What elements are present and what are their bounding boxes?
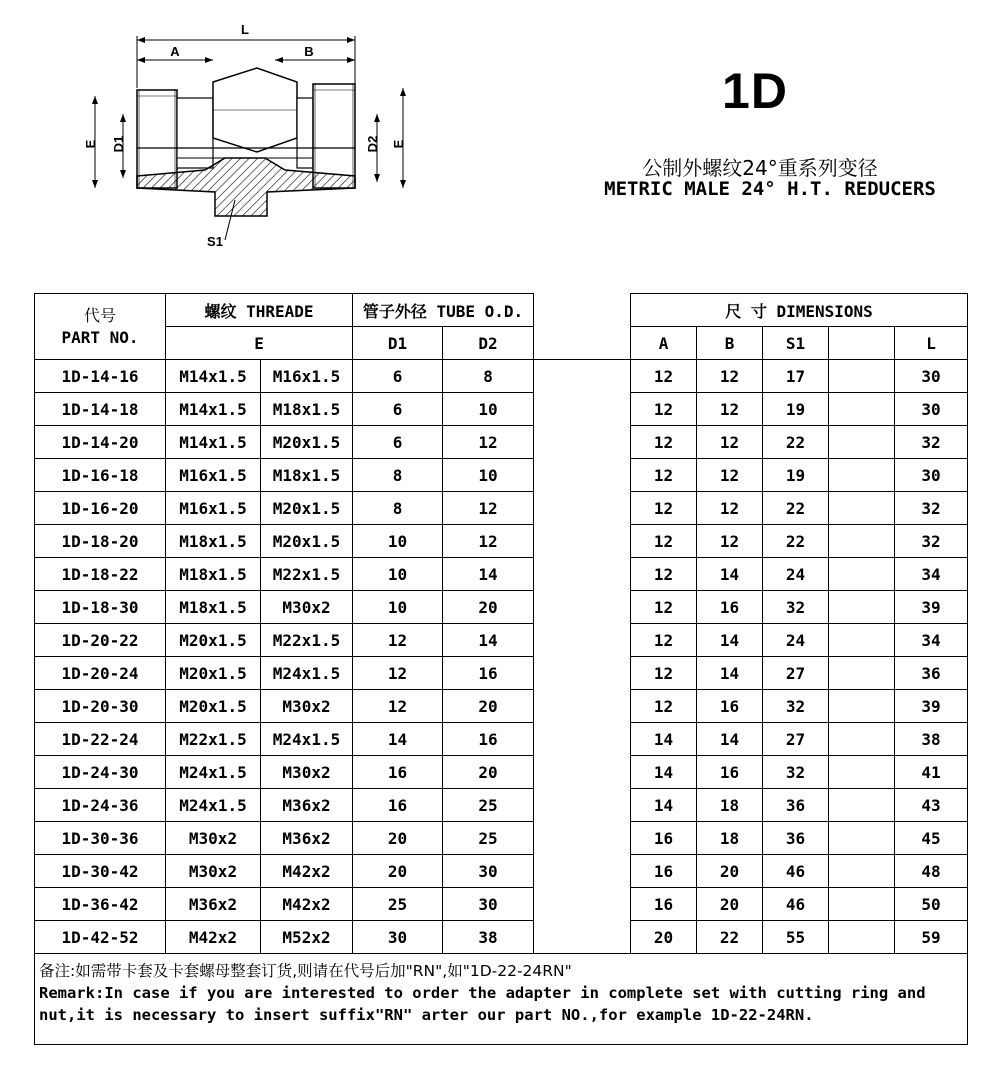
cell-b: 20 [697,855,763,888]
table-row [35,393,968,426]
gap-cell [534,393,631,426]
cell-a: 12 [631,690,697,723]
cell-e2: M30x2 [261,690,353,723]
cell-d1: 8 [353,492,443,525]
header-d2: D2 [443,327,534,360]
dim-label-a: A [170,44,180,59]
cell-part: 1D-14-16 [35,360,166,393]
cell-e1: M24x1.5 [166,789,261,822]
cell-b: 20 [697,888,763,921]
cell-a: 12 [631,525,697,558]
dim-label-d2: D2 [365,135,380,153]
cell-a: 20 [631,921,697,954]
dim-label-s1: S1 [207,234,223,249]
gap-cell [534,360,631,393]
cell-d1: 25 [353,888,443,921]
cell-e2: M22x1.5 [261,624,353,657]
gap-cell [534,690,631,723]
cell-s1: 32 [763,690,829,723]
cell-b: 12 [697,360,763,393]
cell-d1: 12 [353,657,443,690]
gap-cell [534,657,631,690]
product-code: 1D [722,63,788,119]
header-thread-e: E [166,327,353,360]
table-row [35,888,968,921]
cell-d1: 6 [353,426,443,459]
header-tube-od: 管子外径 TUBE O.D. [353,294,534,327]
cell-a: 16 [631,822,697,855]
cell-l: 32 [895,525,968,558]
cell-e2: M24x1.5 [261,723,353,756]
cell-b: 12 [697,393,763,426]
cell-b: 18 [697,822,763,855]
cell-l: 39 [895,591,968,624]
cell-d2: 20 [443,756,534,789]
cell-e1: M42x2 [166,921,261,954]
dim-label-b: B [304,44,314,59]
blank-cell [829,723,895,756]
table-row [35,360,968,393]
table-row [35,492,968,525]
cell-b: 12 [697,459,763,492]
cell-l: 50 [895,888,968,921]
cell-s1: 24 [763,624,829,657]
cell-a: 14 [631,756,697,789]
cell-part: 1D-30-36 [35,822,166,855]
cell-d2: 25 [443,789,534,822]
cell-e2: M52x2 [261,921,353,954]
cell-d1: 6 [353,360,443,393]
cell-l: 30 [895,393,968,426]
cell-s1: 36 [763,822,829,855]
cell-e2: M16x1.5 [261,360,353,393]
cell-e2: M42x2 [261,855,353,888]
cell-e1: M20x1.5 [166,657,261,690]
cell-e2: M20x1.5 [261,525,353,558]
cell-e1: M20x1.5 [166,624,261,657]
cell-a: 12 [631,657,697,690]
cell-l: 41 [895,756,968,789]
header-a: A [631,327,697,360]
cell-l: 39 [895,690,968,723]
blank-cell [829,459,895,492]
cell-s1: 22 [763,492,829,525]
table-row [35,921,968,954]
blank-cell [829,921,895,954]
cell-part: 1D-16-18 [35,459,166,492]
cell-part: 1D-16-20 [35,492,166,525]
cell-l: 59 [895,921,968,954]
cell-a: 12 [631,492,697,525]
cell-e1: M18x1.5 [166,591,261,624]
header-row-1 [35,294,968,327]
cell-e1: M16x1.5 [166,459,261,492]
dim-label-d1: D1 [111,135,126,153]
cell-b: 16 [697,690,763,723]
cell-s1: 24 [763,558,829,591]
cell-a: 12 [631,591,697,624]
cell-part: 1D-30-42 [35,855,166,888]
gap-cell [534,822,631,855]
cell-b: 16 [697,591,763,624]
blank-cell [829,822,895,855]
cell-l: 32 [895,426,968,459]
cell-part: 1D-24-30 [35,756,166,789]
cell-part: 1D-18-22 [35,558,166,591]
cell-e1: M14x1.5 [166,393,261,426]
blank-cell [829,657,895,690]
blank-cell [829,492,895,525]
cell-l: 34 [895,558,968,591]
cell-b: 14 [697,558,763,591]
blank-cell [829,525,895,558]
header-b: B [697,327,763,360]
cell-part: 1D-22-24 [35,723,166,756]
cell-part: 1D-20-30 [35,690,166,723]
cell-d2: 20 [443,591,534,624]
cell-e1: M22x1.5 [166,723,261,756]
cell-d2: 25 [443,822,534,855]
spec-table [34,293,968,1045]
cell-part: 1D-18-30 [35,591,166,624]
gap-cell [534,921,631,954]
cell-e2: M42x2 [261,888,353,921]
cell-d1: 20 [353,855,443,888]
cell-l: 30 [895,360,968,393]
cell-d1: 16 [353,789,443,822]
cell-s1: 27 [763,657,829,690]
cell-d1: 10 [353,558,443,591]
table-row [35,525,968,558]
dim-label-l: L [241,22,249,37]
cell-e1: M16x1.5 [166,492,261,525]
cell-s1: 32 [763,756,829,789]
cell-a: 12 [631,558,697,591]
cell-part: 1D-14-18 [35,393,166,426]
gap-cell [534,624,631,657]
cell-part: 1D-20-24 [35,657,166,690]
product-title-cn: 公制外螺纹24°重系列变径 [642,156,878,180]
table-row [35,459,968,492]
cell-l: 43 [895,789,968,822]
cell-b: 12 [697,525,763,558]
cell-b: 12 [697,492,763,525]
cell-d2: 16 [443,723,534,756]
cell-part: 1D-36-42 [35,888,166,921]
table-row [35,756,968,789]
gap-cell [534,492,631,525]
cell-d1: 6 [353,393,443,426]
cell-a: 12 [631,459,697,492]
cell-a: 12 [631,624,697,657]
cell-d1: 16 [353,756,443,789]
cell-b: 22 [697,921,763,954]
header-thread: 螺纹 THREADE [166,294,353,327]
table-row [35,558,968,591]
cell-d1: 8 [353,459,443,492]
dim-label-e-left: E [83,139,98,149]
cell-d1: 10 [353,591,443,624]
cell-l: 48 [895,855,968,888]
cell-s1: 19 [763,459,829,492]
cell-e1: M18x1.5 [166,558,261,591]
cell-b: 14 [697,624,763,657]
cell-a: 12 [631,360,697,393]
cell-e1: M14x1.5 [166,360,261,393]
cell-e1: M20x1.5 [166,690,261,723]
gap-cell [534,789,631,822]
cell-part: 1D-18-20 [35,525,166,558]
cell-e2: M30x2 [261,756,353,789]
table-row [35,591,968,624]
header-part-no-en: PART NO. [61,327,139,347]
cell-l: 45 [895,822,968,855]
blank-cell [829,426,895,459]
cell-d2: 12 [443,426,534,459]
cell-e2: M36x2 [261,822,353,855]
cell-l: 30 [895,459,968,492]
cell-s1: 19 [763,393,829,426]
header-row-2 [35,327,968,360]
header-blank [829,327,895,360]
dim-label-e-right: E [391,139,406,149]
cell-l: 34 [895,624,968,657]
cell-e1: M14x1.5 [166,426,261,459]
gap-cell [534,558,631,591]
cell-part: 1D-24-36 [35,789,166,822]
cell-e2: M24x1.5 [261,657,353,690]
cell-b: 16 [697,756,763,789]
table-row [35,822,968,855]
cell-d2: 30 [443,855,534,888]
gap-cell [534,459,631,492]
cell-s1: 36 [763,789,829,822]
cell-d2: 12 [443,525,534,558]
header-s1: S1 [763,327,829,360]
gap-cell [534,723,631,756]
cell-d2: 12 [443,492,534,525]
blank-cell [829,591,895,624]
cell-b: 14 [697,657,763,690]
cell-s1: 27 [763,723,829,756]
remark-en-line1: Remark:In case if you are interested to order the adapter in complete set with cutting ring and [39,984,926,1002]
blank-cell [829,624,895,657]
cell-e1: M18x1.5 [166,525,261,558]
product-title-en: METRIC MALE 24° H.T. REDUCERS [604,178,936,200]
fitting-drawing [75,18,435,258]
cell-a: 14 [631,723,697,756]
header-l: L [895,327,968,360]
cell-s1: 46 [763,855,829,888]
cell-d2: 38 [443,921,534,954]
cell-d1: 20 [353,822,443,855]
gap-cell [534,525,631,558]
cell-e2: M36x2 [261,789,353,822]
cell-e1: M30x2 [166,855,261,888]
cell-e1: M24x1.5 [166,756,261,789]
cell-b: 14 [697,723,763,756]
cell-d2: 10 [443,459,534,492]
cell-e2: M20x1.5 [261,426,353,459]
cell-d2: 20 [443,690,534,723]
cell-e2: M20x1.5 [261,492,353,525]
cell-l: 38 [895,723,968,756]
cell-s1: 22 [763,525,829,558]
spec-table-wrap [34,293,967,1045]
blank-cell [829,360,895,393]
cell-d2: 14 [443,624,534,657]
cell-e1: M30x2 [166,822,261,855]
cell-s1: 46 [763,888,829,921]
table-row [35,657,968,690]
cell-a: 16 [631,888,697,921]
blank-cell [829,393,895,426]
cell-s1: 55 [763,921,829,954]
cell-part: 1D-42-52 [35,921,166,954]
cell-s1: 32 [763,591,829,624]
cell-d1: 30 [353,921,443,954]
cell-d1: 12 [353,624,443,657]
cell-a: 12 [631,426,697,459]
table-row [35,426,968,459]
cell-d2: 14 [443,558,534,591]
cell-b: 18 [697,789,763,822]
cell-d2: 8 [443,360,534,393]
cell-a: 14 [631,789,697,822]
table-row [35,855,968,888]
cell-e1: M36x2 [166,888,261,921]
blank-cell [829,558,895,591]
header-d1: D1 [353,327,443,360]
cell-s1: 22 [763,426,829,459]
remark-en-line2: nut,it is necessary to insert suffix"RN" arter our part NO.,for example 1D-22-24RN. [39,1006,814,1024]
cell-a: 16 [631,855,697,888]
blank-cell [829,888,895,921]
table-row [35,723,968,756]
cell-s1: 17 [763,360,829,393]
blank-cell [829,855,895,888]
blank-cell [829,789,895,822]
cell-a: 12 [631,393,697,426]
cell-e2: M30x2 [261,591,353,624]
cell-d2: 10 [443,393,534,426]
cell-b: 12 [697,426,763,459]
table-row [35,789,968,822]
cell-part: 1D-20-22 [35,624,166,657]
remark-cell [35,954,968,1045]
cell-d1: 14 [353,723,443,756]
gap-cell [534,426,631,459]
gap-cell [534,756,631,789]
gap-cell [534,855,631,888]
header-part-no-cn: 代号 [83,305,116,325]
gap-cell [534,591,631,624]
header-part-no [35,294,166,360]
cell-e2: M18x1.5 [261,393,353,426]
cell-e2: M18x1.5 [261,459,353,492]
cell-d2: 16 [443,657,534,690]
cell-e2: M22x1.5 [261,558,353,591]
cell-d1: 10 [353,525,443,558]
header-gap [534,294,631,360]
cell-d1: 12 [353,690,443,723]
blank-cell [829,690,895,723]
blank-cell [829,756,895,789]
table-row [35,690,968,723]
cell-l: 32 [895,492,968,525]
remark-cn: 备注:如需带卡套及卡套螺母整套订货,则请在代号后加"RN",如"1D-22-24RN" [39,962,572,980]
cell-part: 1D-14-20 [35,426,166,459]
cell-d2: 30 [443,888,534,921]
table-row [35,624,968,657]
gap-cell [534,888,631,921]
spec-table-body [35,360,968,954]
header-dimensions: 尺 寸 DIMENSIONS [631,294,968,327]
cell-l: 36 [895,657,968,690]
remark-row [35,954,968,1045]
